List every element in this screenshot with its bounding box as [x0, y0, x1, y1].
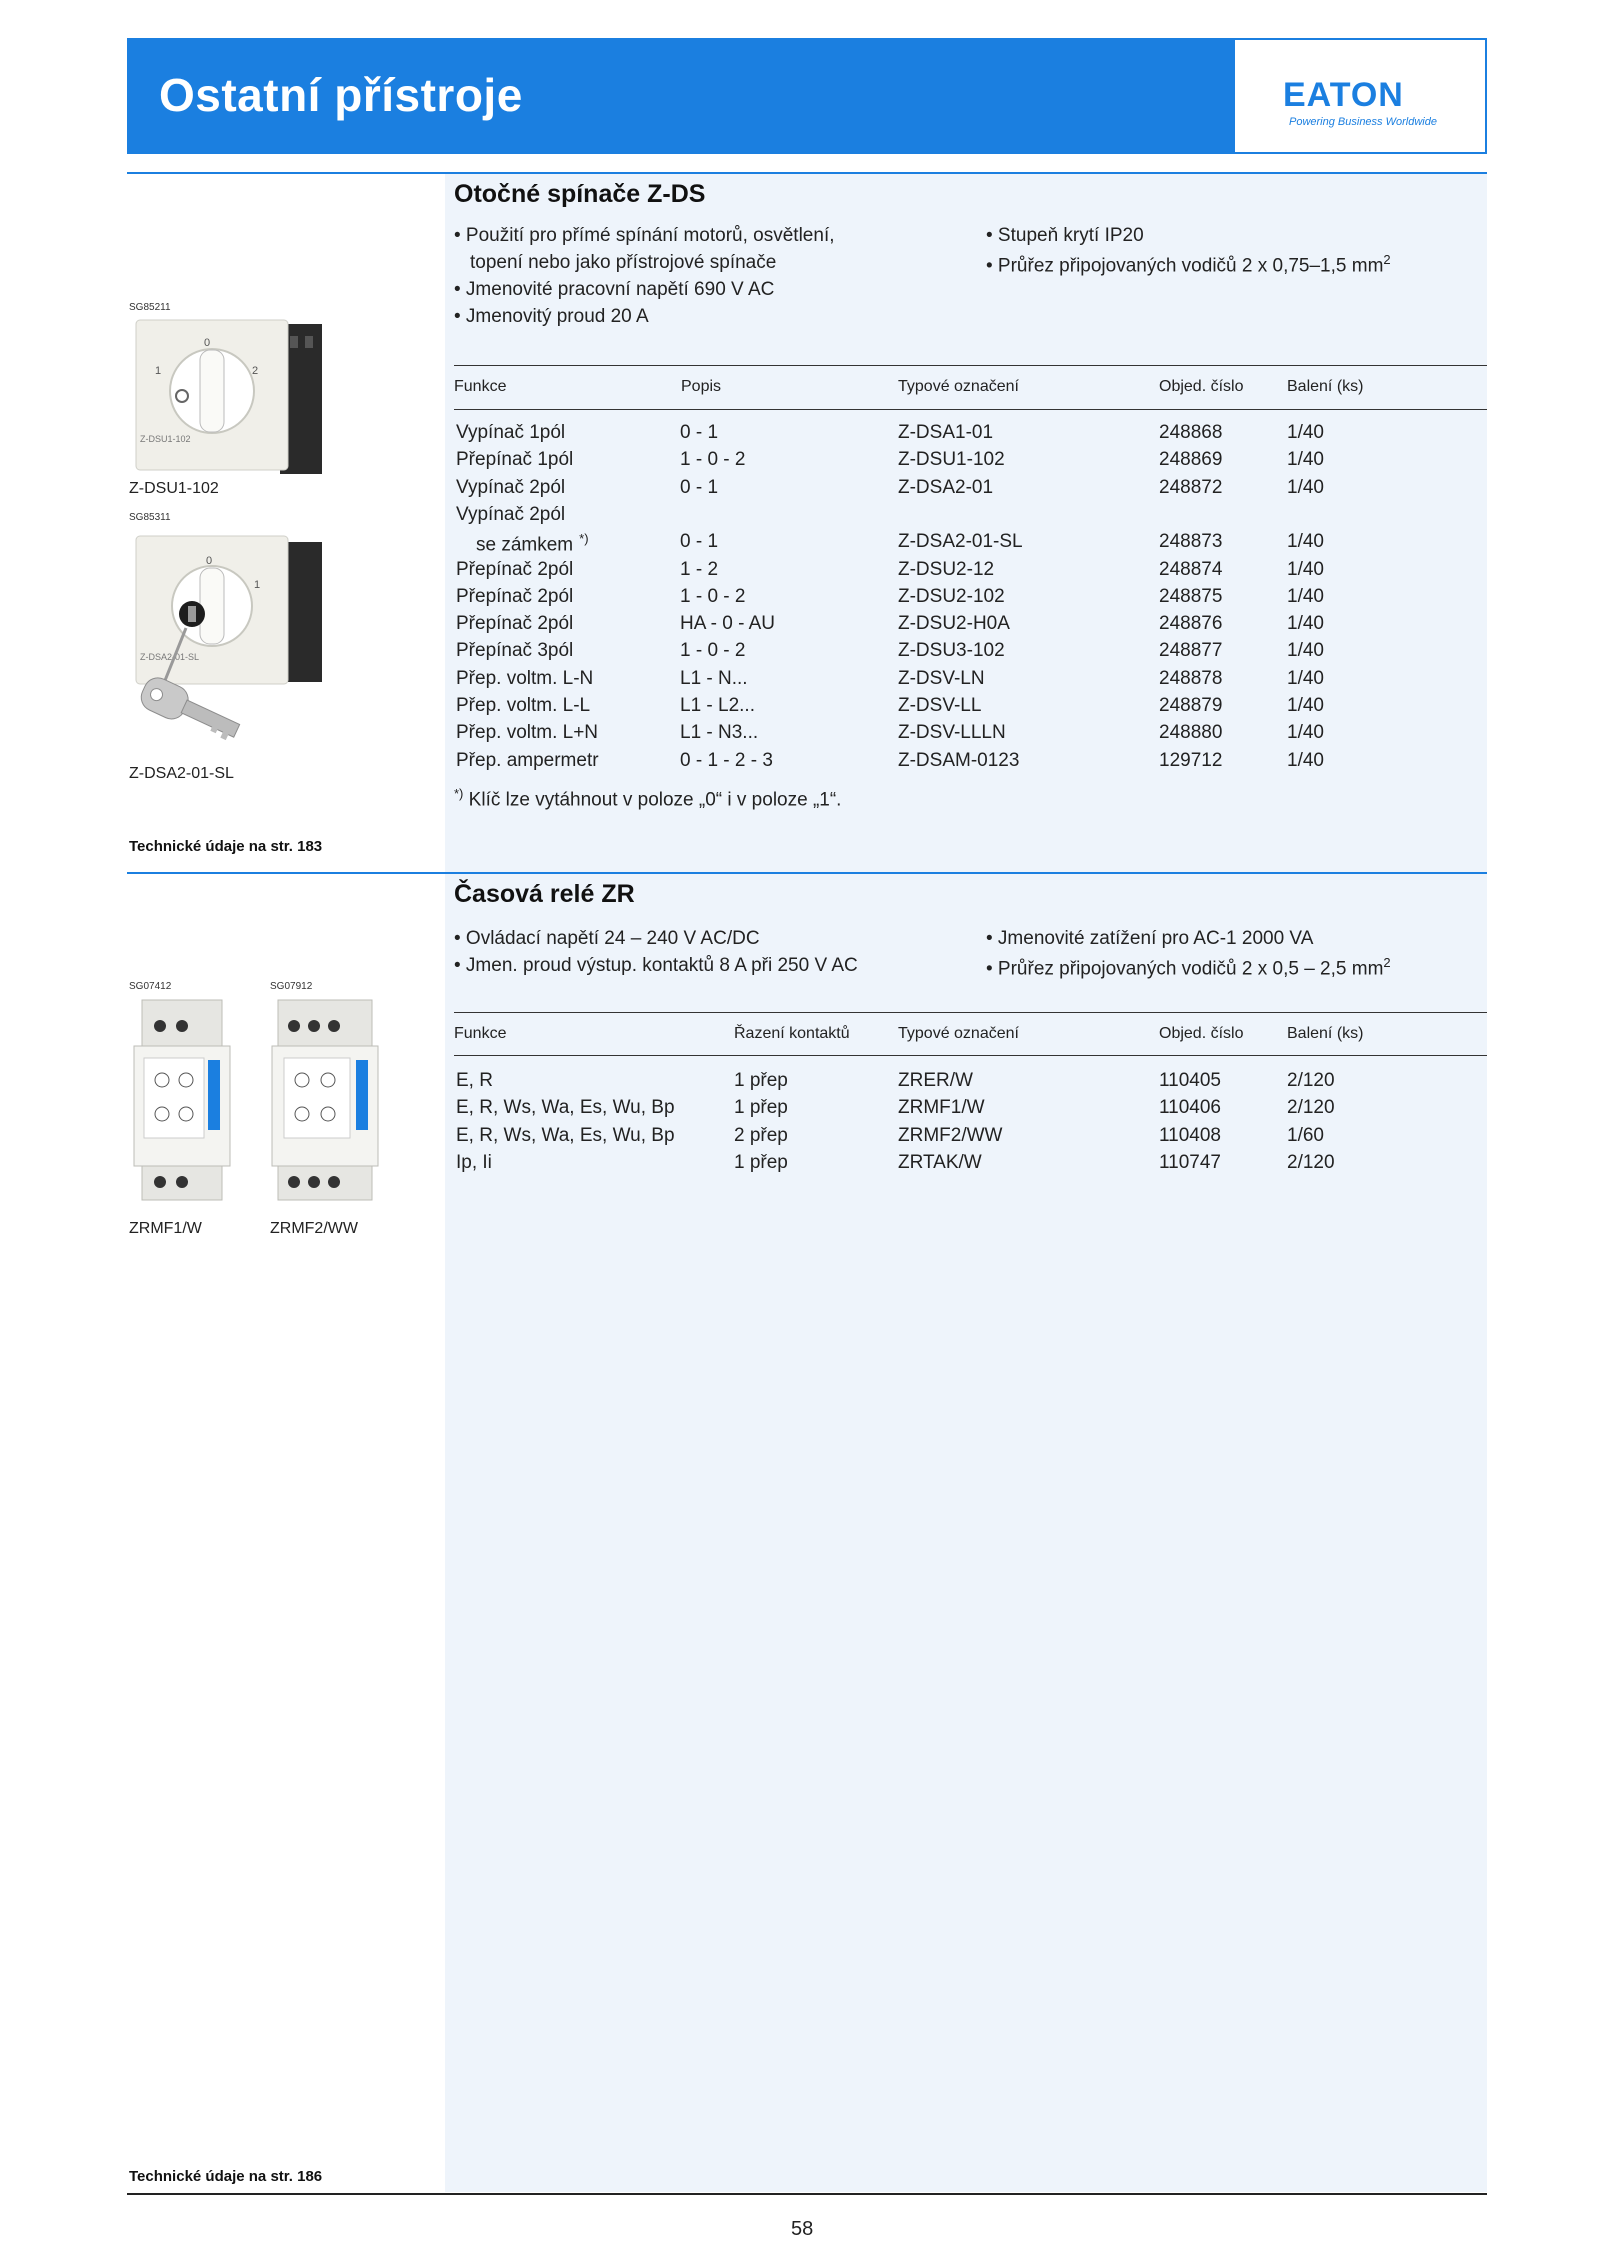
table-header-cell: Typové označení [898, 1025, 1019, 1042]
image-caption: Z-DSA2-01-SL [129, 765, 234, 782]
table-cell: 1 přep [734, 1151, 788, 1173]
table-cell: 1/40 [1287, 449, 1324, 471]
table-cell: Přepínač 2pól [456, 585, 574, 607]
table-cell: 248875 [1159, 585, 1223, 607]
table-rule-header [454, 409, 1487, 410]
table-cell: Přepínač 3pól [456, 640, 574, 662]
table-cell: Vypínač 2pól [456, 476, 566, 498]
table-cell: Přep. ampermetr [456, 749, 599, 771]
feature-bullet: • Jmenovité zatížení pro AC-1 2000 VA [986, 928, 1314, 949]
page-number: 58 [791, 2218, 814, 2240]
table-cell: Vypínač 2pól [456, 503, 566, 525]
feature-bullet: • Ovládací napětí 24 – 240 V AC/DC [454, 928, 760, 949]
page-header [127, 38, 1487, 154]
svg-text:Z-DSU1-102: Z-DSU1-102 [140, 434, 191, 444]
table-cell: 1/40 [1287, 695, 1324, 716]
table-cell: Z-DSV-LL [898, 695, 982, 716]
table-cell: 248880 [1159, 722, 1223, 744]
table-cell: 0 - 1 [680, 476, 719, 498]
table-cell: 1/40 [1287, 422, 1324, 443]
table-cell: L1 - N... [680, 667, 748, 689]
table-cell: E, R, Ws, Wa, Es, Wu, Bp [456, 1124, 675, 1146]
tech-data-reference: Technické údaje na str. 183 [129, 838, 323, 855]
table-cell: 248872 [1159, 476, 1223, 498]
table-cell: Z-DSV-LN [898, 667, 985, 689]
table-cell: 2/120 [1287, 1151, 1335, 1173]
section-title: Časová relé ZR [454, 880, 635, 908]
table-cell: 110406 [1159, 1097, 1221, 1119]
table-cell: 248868 [1159, 422, 1223, 443]
table-cell: Přep. voltm. L+N [456, 722, 599, 744]
table-cell: Přep. voltm. L-N [456, 667, 594, 689]
table-cell: 248874 [1159, 558, 1223, 580]
section-title: Otočné spínače Z-DS [454, 180, 706, 208]
table-cell: 248878 [1159, 667, 1223, 689]
table-cell: 2 přep [734, 1124, 788, 1146]
footer-rule [127, 2193, 1487, 2195]
table-cell: 1/40 [1287, 749, 1324, 771]
table-cell: Přep. voltm. L-L [456, 695, 591, 716]
table-cell: Z-DSA2-01-SL [898, 531, 1023, 553]
table-header-cell: Funkce [454, 378, 507, 395]
table-cell: ZRMF1/W [898, 1097, 985, 1119]
table-cell: 0 - 1 - 2 - 3 [680, 749, 773, 771]
table-cell: 1 přep [734, 1070, 788, 1091]
time-relay-image [270, 996, 380, 1206]
eaton-logo [1235, 40, 1485, 152]
table-cell: 248879 [1159, 695, 1223, 716]
table-header-cell: Popis [681, 378, 722, 395]
table-cell: Z-DSU2-12 [898, 558, 995, 580]
svg-text:0: 0 [204, 337, 211, 349]
table-rule-top [454, 1012, 1487, 1013]
table-cell: ZRTAK/W [898, 1151, 982, 1173]
table-cell: Z-DSU1-102 [898, 449, 1005, 471]
feature-bullet: • Jmenovité pracovní napětí 690 V AC [454, 279, 775, 300]
table-cell: E, R [456, 1070, 493, 1091]
feature-bullet: • Jmenovitý proud 20 A [454, 306, 649, 327]
table-cell: 0 - 1 [680, 531, 719, 553]
table-cell: 1/40 [1287, 667, 1324, 689]
feature-bullet: • Průřez připojovaných vodičů 2 x 0,75–1,5 $mm^2$ [986, 252, 1391, 277]
table-cell: 248877 [1159, 640, 1223, 662]
table-cell: 1/40 [1287, 640, 1324, 662]
footnote: *) Klíč lze vytáhnout v poloze „0“ i v poloze „1“. [454, 786, 842, 811]
table-cell: 248873 [1159, 531, 1223, 553]
table-cell: 2/120 [1287, 1097, 1335, 1119]
table-cell: 1 - 0 - 2 [680, 640, 746, 662]
svg-text:0: 0 [206, 555, 213, 567]
table-header-cell: Balení (ks) [1287, 378, 1364, 395]
feature-bullet: • Jmen. proud výstup. kontaktů 8 A při 250 V AC [454, 955, 858, 976]
table-cell: se zámkem *) [476, 531, 589, 556]
table-cell: Z-DSA2-01 [898, 476, 994, 498]
image-code: SG85211 [129, 302, 171, 313]
table-cell: Z-DSA1-01 [898, 422, 994, 443]
feature-bullet: • Průřez připojovaných vodičů 2 x 0,5 – 2,5 $mm^2$ [986, 955, 1391, 980]
table-cell: Přepínač 1pól [456, 449, 574, 471]
logo-text: EATON [1283, 76, 1404, 114]
image-code: SG07412 [129, 981, 172, 992]
table-cell: Z-DSV-LLLN [898, 722, 1006, 744]
table-cell: 2/120 [1287, 1070, 1335, 1091]
table-cell: Přepínač 2pól [456, 613, 574, 635]
left-divider [127, 172, 445, 174]
key-switch-image [130, 528, 330, 758]
image-caption: Z-DSU1-102 [129, 480, 219, 497]
table-cell: 1 - 2 [680, 558, 719, 580]
table-cell: L1 - N3... [680, 722, 759, 744]
table-cell: 1/40 [1287, 722, 1324, 744]
table-cell: 129712 [1159, 749, 1223, 771]
table-cell: 1/60 [1287, 1124, 1324, 1146]
rotary-switch-image [130, 316, 330, 476]
page-title: Ostatní přístroje [159, 69, 523, 121]
svg-text:Z-DSA2-01-SL: Z-DSA2-01-SL [140, 652, 200, 662]
table-cell: HA - 0 - AU [680, 613, 776, 635]
table-cell: Z-DSU2-H0A [898, 613, 1010, 635]
logo-tagline: Powering Business Worldwide [1289, 116, 1437, 128]
table-header-cell: Objed. číslo [1159, 378, 1244, 395]
svg-text:1: 1 [155, 365, 162, 377]
table-cell: 1 - 0 - 2 [680, 449, 746, 471]
image-code: SG85311 [129, 512, 171, 523]
table-cell: 1/40 [1287, 613, 1324, 635]
time-relay-image [132, 996, 232, 1206]
table-cell: Přepínač 2pól [456, 558, 574, 580]
table-cell: L1 - L2... [680, 695, 755, 716]
table-cell: 110408 [1159, 1124, 1221, 1146]
feature-bullet: • Stupeň krytí IP20 [986, 225, 1144, 246]
table-rule-top [454, 365, 1487, 366]
table-cell: 110405 [1159, 1070, 1221, 1091]
table-cell: 1/40 [1287, 585, 1324, 607]
image-caption: ZRMF1/W [129, 1220, 202, 1237]
table-cell: ZRMF2/WW [898, 1124, 1003, 1146]
table-rule-header [454, 1055, 1487, 1056]
table-header-cell: Typové označení [898, 378, 1019, 395]
image-caption: ZRMF2/WW [270, 1220, 358, 1237]
table-cell: 1/40 [1287, 558, 1324, 580]
feature-bullet: topení nebo jako přístrojové spínače [470, 252, 777, 273]
table-cell: 248876 [1159, 613, 1223, 635]
table-header-cell: Řazení kontaktů [734, 1025, 850, 1042]
table-cell: E, R, Ws, Wa, Es, Wu, Bp [456, 1097, 675, 1119]
table-cell: 1 - 0 - 2 [680, 585, 746, 607]
table-cell: 248869 [1159, 449, 1223, 471]
table-cell: Ip, Ii [456, 1151, 492, 1173]
table-cell: Z-DSAM-0123 [898, 749, 1020, 771]
table-header-cell: Funkce [454, 1025, 507, 1042]
table-header-cell: Objed. číslo [1159, 1025, 1244, 1042]
table-cell: Vypínač 1pól [456, 422, 566, 443]
table-cell: 1/40 [1287, 531, 1324, 553]
table-cell: 0 - 1 [680, 422, 719, 443]
image-code: SG07912 [270, 981, 313, 992]
table-cell: Z-DSU3-102 [898, 640, 1005, 662]
table-cell: 110747 [1159, 1151, 1221, 1173]
svg-text:2: 2 [252, 365, 259, 377]
table-cell: 1/40 [1287, 476, 1324, 498]
table-cell: Z-DSU2-102 [898, 585, 1005, 607]
table-cell: 1 přep [734, 1097, 788, 1119]
tech-data-reference: Technické údaje na str. 186 [129, 2168, 323, 2185]
svg-text:1: 1 [254, 579, 261, 591]
feature-bullet: • Použití pro přímé spínání motorů, osvětlení, [454, 225, 835, 246]
table-cell: ZRER/W [898, 1070, 973, 1091]
table-header-cell: Balení (ks) [1287, 1025, 1364, 1042]
